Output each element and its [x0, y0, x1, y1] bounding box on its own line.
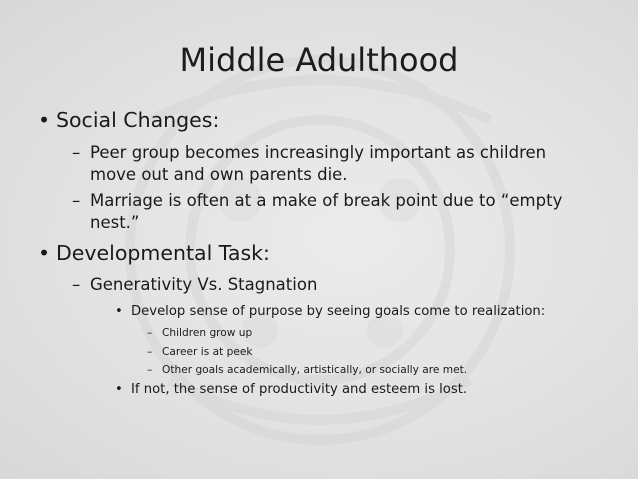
dash-marker: – [72, 143, 81, 162]
dash-marker: – [147, 346, 153, 358]
detail-item-text: Other goals academically, artistically, or socially are met. [162, 364, 468, 376]
bullet-text: Developmental Task: [56, 241, 270, 265]
bullet-text: Social Changes: [56, 108, 220, 132]
sub-item-line: Marriage is often at a make of break point due to “empty [90, 191, 563, 210]
dash-marker: – [147, 364, 153, 376]
dash-marker: – [72, 191, 81, 210]
sub-item-line: move out and own parents die. [90, 165, 348, 184]
detail-item-text: Career is at peek [162, 346, 253, 358]
bullet-marker: • [115, 382, 123, 397]
detail-item-text: Children grow up [162, 327, 253, 339]
sub-sub-item-text: If not, the sense of productivity and esteem is lost. [131, 382, 468, 397]
slide-title: Middle Adulthood [179, 41, 459, 79]
bullet-marker: • [38, 108, 51, 132]
sub-item-line: nest.” [90, 213, 140, 232]
sub-sub-item-text: Develop sense of purpose by seeing goals come to realization: [131, 304, 546, 319]
sub-item-line: Peer group becomes increasingly important as children [90, 143, 547, 162]
dash-marker: – [72, 275, 81, 294]
bullet-marker: • [38, 241, 51, 265]
sub-item-line: Generativity Vs. Stagnation [90, 275, 318, 294]
dash-marker: – [147, 327, 153, 339]
bullet-marker: • [115, 304, 123, 319]
